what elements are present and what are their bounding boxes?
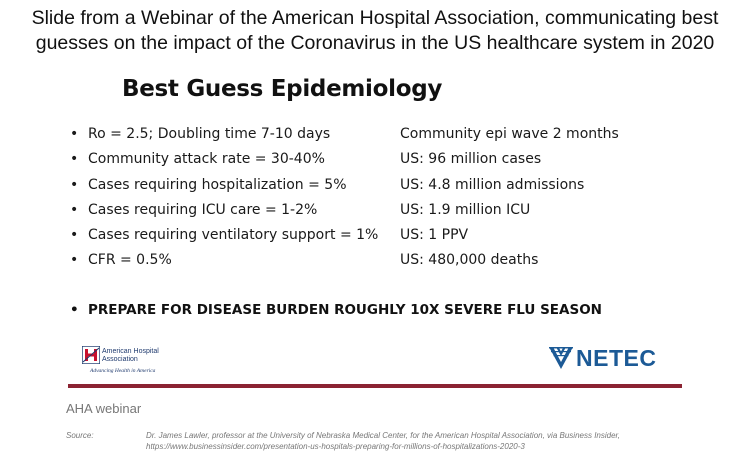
source-url: https://www.businessinsider.com/presentation-us-hospitals-preparing-for-millions-of-hospitalizations-2020-3 bbox=[146, 441, 525, 451]
bullet-left-text: Cases requiring hospitalization = 5% bbox=[88, 176, 347, 193]
aha-logo bbox=[82, 346, 192, 378]
aha-h-icon bbox=[82, 346, 100, 364]
bullet-left-text: Cases requiring ventilatory support = 1% bbox=[88, 227, 379, 244]
footer-label: AHA webinar bbox=[66, 401, 142, 416]
emphasis-bullet bbox=[70, 302, 602, 318]
bullet-right-text: US: 4.8 million admissions bbox=[400, 176, 585, 193]
bullet-dot: • bbox=[70, 227, 79, 244]
netec-chevron-icon bbox=[548, 345, 574, 371]
bullet-left-text: Ro = 2.5; Doubling time 7-10 days bbox=[88, 126, 331, 142]
bullet-row bbox=[70, 149, 690, 174]
caption-line-2: guesses on the impact of the Coronavirus in the US healthcare system in 2020 bbox=[35, 32, 715, 54]
bullet-dot: • bbox=[70, 176, 79, 193]
bullet-row bbox=[70, 175, 690, 200]
bullet-row bbox=[70, 225, 690, 250]
bullet-row bbox=[70, 250, 690, 275]
bullet-dot: • bbox=[70, 201, 79, 218]
aha-logo-line-1: American Hospital bbox=[102, 348, 159, 355]
bullet-left-text: Cases requiring ICU care = 1-2% bbox=[88, 201, 318, 218]
image-caption bbox=[0, 6, 750, 56]
bullet-row bbox=[70, 124, 690, 149]
emphasis-text: PREPARE FOR DISEASE BURDEN ROUGHLY 10X SEVERE FLU SEASON bbox=[88, 302, 602, 318]
source-line-1: Dr. James Lawler, professor at the University of Nebraska Medical Center, for the American Hospital Association, via Business Insider, bbox=[146, 431, 620, 440]
netec-wordmark: NETEC bbox=[576, 345, 657, 371]
bullet-dot: • bbox=[70, 151, 79, 168]
bullet-right-text: US: 1.9 million ICU bbox=[400, 201, 531, 218]
bullet-right-text: US: 480,000 deaths bbox=[400, 252, 539, 269]
slide-title: Best Guess Epidemiology bbox=[122, 76, 443, 102]
caption-line-1: Slide from a Webinar of the American Hospital Association, communicating best bbox=[31, 7, 719, 29]
bullet-list bbox=[70, 124, 690, 276]
bullet-right-text: Community epi wave 2 months bbox=[400, 126, 619, 142]
footer-divider bbox=[68, 384, 682, 388]
source-text bbox=[146, 431, 620, 452]
aha-logo-line-2: Association bbox=[102, 356, 138, 363]
bullet-dot: • bbox=[70, 302, 79, 318]
source-label: Source: bbox=[66, 431, 94, 440]
bullet-row bbox=[70, 200, 690, 225]
bullet-right-text: US: 1 PPV bbox=[400, 227, 469, 244]
bullet-dot: • bbox=[70, 126, 79, 142]
bullet-left-text: Community attack rate = 30-40% bbox=[88, 151, 325, 168]
bullet-left-text: CFR = 0.5% bbox=[88, 252, 172, 269]
aha-tagline: Advancing Health in America bbox=[90, 368, 156, 374]
bullet-dot: • bbox=[70, 252, 79, 269]
bullet-right-text: US: 96 million cases bbox=[400, 151, 542, 168]
